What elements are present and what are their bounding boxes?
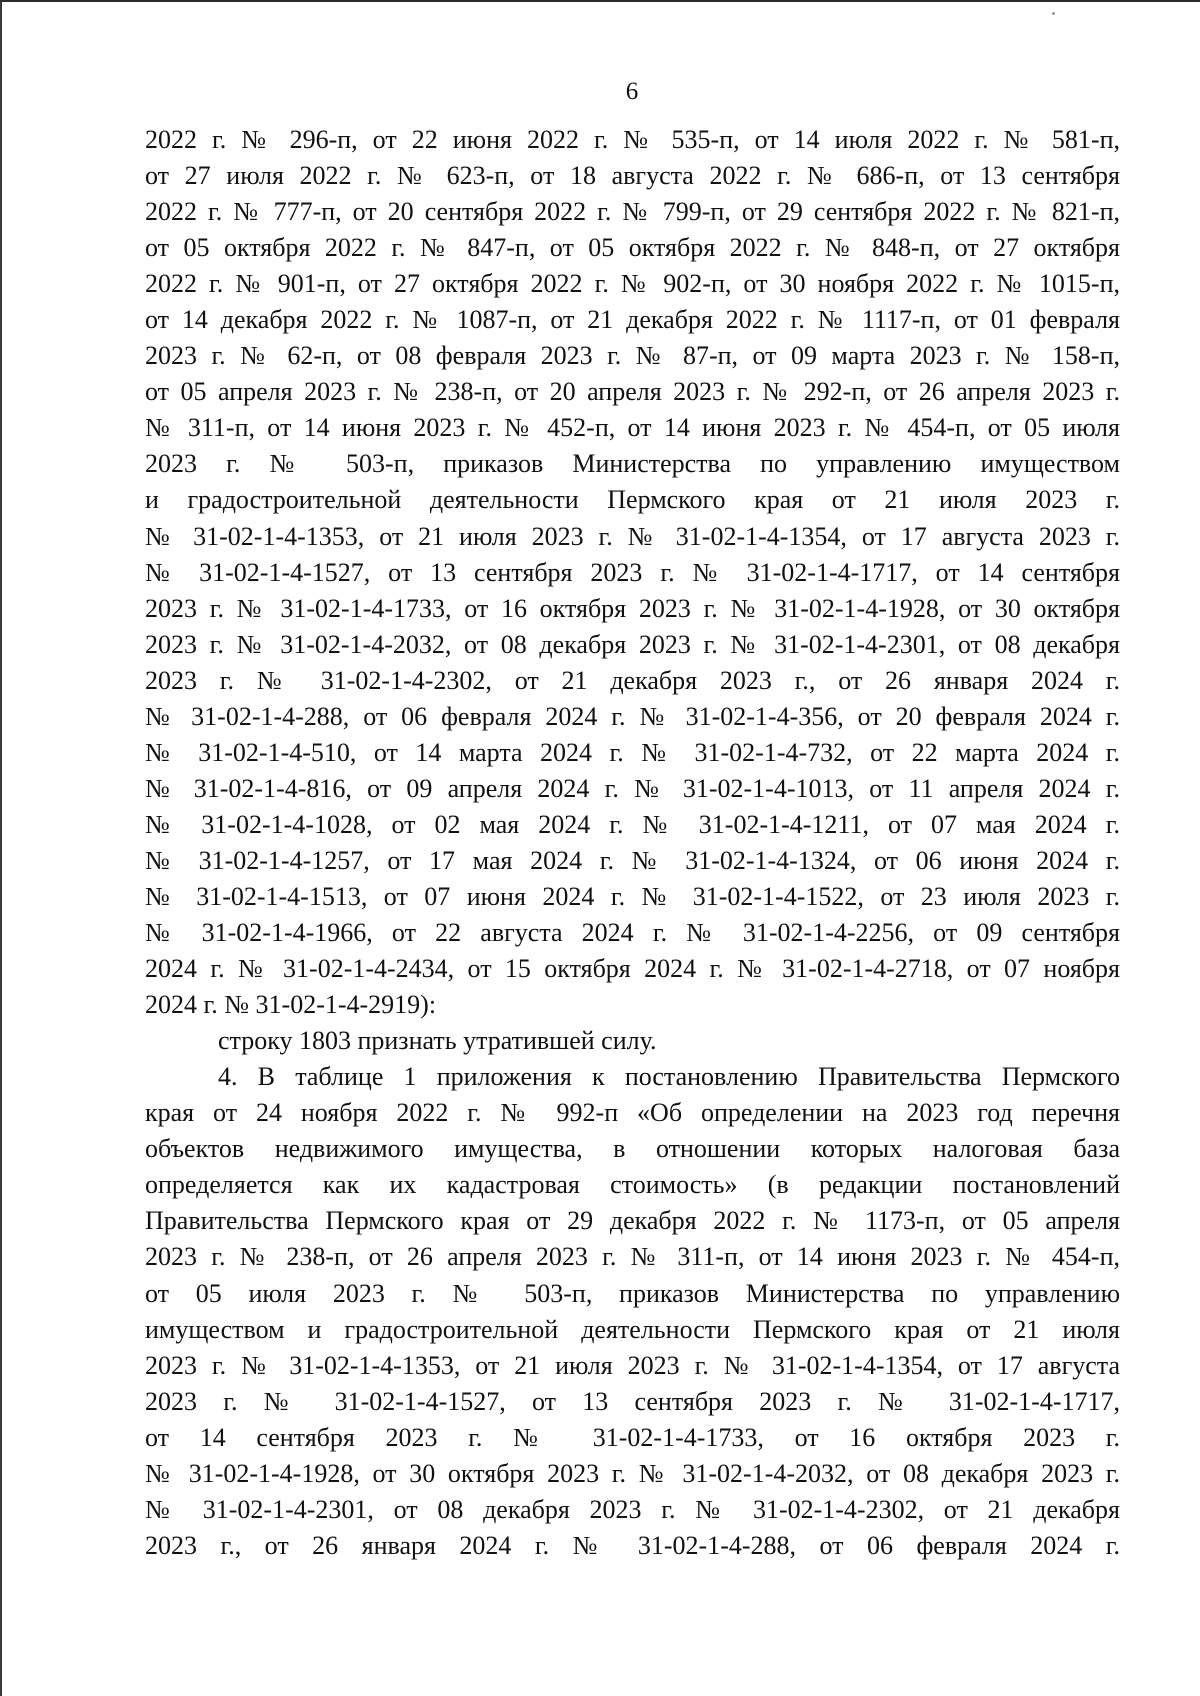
- text-line: и градостроительной деятельности Пермского края от 21 июля 2023 г.: [145, 485, 1120, 515]
- text-line: № 31-02-1-4-1257, от 17 мая 2024 г. № 31-02-1-4-1324, от 06 июня 2024 г.: [145, 845, 1120, 875]
- text-line: 2023 г. № 31-02-1-4-2302, от 21 декабря 2023 г., от 26 января 2024 г.: [145, 665, 1120, 695]
- text-line: 2023 г. № 31-02-1-4-1527, от 13 сентября 2023 г. № 31-02-1-4-1717,: [145, 1386, 1120, 1416]
- page-number: 6: [625, 78, 639, 105]
- text-line: 2023 г. № 62-п, от 08 февраля 2023 г. № 87-п, от 09 марта 2023 г. № 158-п,: [145, 341, 1120, 371]
- text-line: № 31-02-1-4-510, от 14 марта 2024 г. № 31-02-1-4-732, от 22 марта 2024 г.: [145, 737, 1120, 767]
- text-line: 2023 г., от 26 января 2024 г. № 31-02-1-4-288, от 06 февраля 2024 г.: [145, 1530, 1120, 1560]
- text-line: 2024 г. № 31-02-1-4-2434, от 15 октября 2024 г. № 31-02-1-4-2718, от 07 ноября: [145, 954, 1120, 984]
- text-line: от 05 октября 2022 г. № 847-п, от 05 октября 2022 г. № 848-п, от 27 октября: [145, 233, 1120, 263]
- text-line: 2023 г. № 503-п, приказов Министерства по управлению имуществом: [145, 449, 1120, 479]
- text-line: 4. В таблице 1 приложения к постановлению Правительства Пермского: [218, 1062, 1120, 1092]
- text-line: 2022 г. № 296-п, от 22 июня 2022 г. № 535-п, от 14 июля 2022 г. № 581-п,: [145, 125, 1120, 154]
- text-line: от 14 декабря 2022 г. № 1087-п, от 21 декабря 2022 г. № 1117-п, от 01 февраля: [145, 305, 1120, 335]
- text-line: от 14 сентября 2023 г. № 31-02-1-4-1733, от 16 октября 2023 г.: [145, 1422, 1120, 1452]
- text-line: объектов недвижимого имущества, в отношении которых налоговая база: [145, 1134, 1120, 1164]
- text-line: от 27 июля 2022 г. № 623-п, от 18 августа 2022 г. № 686-п, от 13 сентября: [145, 161, 1120, 191]
- text-line: № 31-02-1-4-1353, от 21 июля 2023 г. № 31-02-1-4-1354, от 17 августа 2023 г.: [145, 521, 1120, 551]
- text-line: 2024 г. № 31-02-1-4-2919):: [145, 990, 437, 1020]
- text-line: № 31-02-1-4-1028, от 02 мая 2024 г. № 31-02-1-4-1211, от 07 мая 2024 г.: [145, 809, 1120, 839]
- text-line: определяется как их кадастровая стоимость» (в редакции постановлений: [145, 1170, 1120, 1200]
- text-line: № 311-п, от 14 июня 2023 г. № 452-п, от 14 июня 2023 г. № 454-п, от 05 июля: [145, 413, 1120, 443]
- text-line: 2023 г. № 238-п, от 26 апреля 2023 г. № 311-п, от 14 июня 2023 г. № 454-п,: [145, 1242, 1120, 1272]
- text-line: № 31-02-1-4-1966, от 22 августа 2024 г. № 31-02-1-4-2256, от 09 сентября: [145, 918, 1120, 948]
- text-line: № 31-02-1-4-288, от 06 февраля 2024 г. № 31-02-1-4-356, от 20 февраля 2024 г.: [145, 701, 1120, 731]
- text-line: № 31-02-1-4-1928, от 30 октября 2023 г. № 31-02-1-4-2032, от 08 декабря 2023 г.: [145, 1458, 1120, 1488]
- text-line: от 05 апреля 2023 г. № 238-п, от 20 апреля 2023 г. № 292-п, от 26 апреля 2023 г.: [145, 377, 1120, 407]
- text-line: от 05 июля 2023 г. № 503-п, приказов Министерства по управлению: [145, 1278, 1120, 1308]
- text-line: 2023 г. № 31-02-1-4-1733, от 16 октября 2023 г. № 31-02-1-4-1928, от 30 октября: [145, 593, 1120, 623]
- text-line: № 31-02-1-4-2301, от 08 декабря 2023 г. № 31-02-1-4-2302, от 21 декабря: [145, 1494, 1120, 1524]
- text-line: 2022 г. № 901-п, от 27 октября 2022 г. № 902-п, от 30 ноября 2022 г. № 1015-п,: [145, 269, 1120, 299]
- body-text: [145, 122, 1120, 1564]
- text-line: 2023 г. № 31-02-1-4-1353, от 21 июля 2023 г. № 31-02-1-4-1354, от 17 августа: [145, 1350, 1120, 1380]
- text-line: № 31-02-1-4-1513, от 07 июня 2024 г. № 31-02-1-4-1522, от 23 июля 2023 г.: [145, 881, 1120, 911]
- text-line: края от 24 ноября 2022 г. № 992-п «Об определении на 2023 год перечня: [145, 1098, 1120, 1128]
- text-line: 2023 г. № 31-02-1-4-2032, от 08 декабря 2023 г. № 31-02-1-4-2301, от 08 декабря: [145, 629, 1120, 659]
- text-line: Правительства Пермского края от 29 декабря 2022 г. № 1173-п, от 05 апреля: [145, 1206, 1120, 1236]
- text-line: 2022 г. № 777-п, от 20 сентября 2022 г. № 799-п, от 29 сентября 2022 г. № 821-п,: [145, 197, 1120, 227]
- text-line: имуществом и градостроительной деятельности Пермского края от 21 июля: [145, 1314, 1120, 1344]
- scan-speck: [1052, 12, 1055, 15]
- text-line: № 31-02-1-4-816, от 09 апреля 2024 г. № 31-02-1-4-1013, от 11 апреля 2024 г.: [145, 773, 1120, 803]
- text-line: строку 1803 признать утратившей силу.: [218, 1026, 657, 1056]
- text-line: № 31-02-1-4-1527, от 13 сентября 2023 г. № 31-02-1-4-1717, от 14 сентября: [145, 557, 1120, 587]
